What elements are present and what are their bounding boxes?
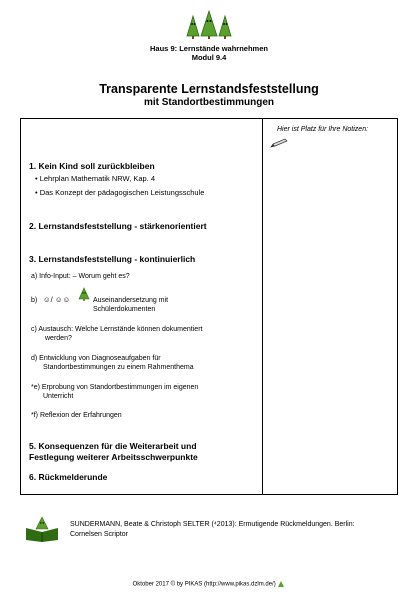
- citation: [70, 520, 400, 540]
- section-5-line-2: Festlegung weiterer Arbeitsschwerpunkte: [29, 452, 198, 462]
- section-3-heading: 3. Lernstandsfeststellung - kontinuierlich: [29, 254, 196, 264]
- pikas-logo-trees-icon: [183, 8, 235, 40]
- section-1-heading: 1. Kein Kind soll zurückbleiben: [29, 161, 155, 171]
- footer-tree-icon: [277, 580, 285, 588]
- item-f: *f) Reflexion der Erfahrungen: [31, 412, 122, 419]
- header-house: Haus 9: Lernstände wahrnehmen: [150, 44, 268, 53]
- section-6-heading: 6. Rückmelderunde: [29, 472, 108, 482]
- module-header: [0, 44, 418, 62]
- footer-text: Oktober 2017 © by PIKAS (http://www.pikas.dzlm.de/): [132, 581, 276, 588]
- agenda-box: [20, 118, 398, 495]
- item-b-line-2: Schülerdokumenten: [93, 306, 156, 313]
- citation-line-1: SUNDERMANN, Beate & Christoph SELTER (⁴2013): Ermutigende Rückmeldungen. Berlin:: [70, 521, 355, 528]
- section-5-line-1: 5. Konsequenzen für die Weiterarbeit und: [29, 441, 197, 451]
- item-c-line-1: c) Austausch: Welche Lernstände können dokumentiert: [31, 326, 203, 333]
- section-1-bullet-2: • Das Konzept der pädagogischen Leistungsschule: [35, 188, 205, 197]
- item-e-line-1: *e) Erprobung von Standortbestimmungen im eigenen: [31, 384, 199, 391]
- small-tree-icon: [77, 287, 91, 301]
- section-2-heading: 2. Lernstandsfeststellung - stärkenorientiert: [29, 221, 207, 231]
- pencil-icon: [269, 138, 289, 148]
- header-module: Modul 9.4: [191, 53, 227, 62]
- item-b-prefix: b): [31, 297, 38, 304]
- smiley-icon: ☺/ ☺☺: [43, 295, 71, 304]
- book-with-tree-icon: [24, 516, 60, 542]
- section-1-bullet-1: • Lehrplan Mathematik NRW, Kap. 4: [35, 174, 156, 183]
- item-d-line-1: d) Entwicklung von Diagnoseaufgaben für: [31, 355, 161, 362]
- citation-line-2: Cornelsen Scriptor: [70, 531, 128, 538]
- item-c-line-2: werden?: [45, 335, 72, 342]
- page-title: [0, 82, 418, 109]
- page-footer: [0, 580, 418, 588]
- title-line-2: mit Standortbestimmungen: [143, 97, 274, 108]
- item-d-line-2: Standortbestimmungen zu einem Rahmenthema: [43, 364, 194, 371]
- item-b-line-1: Auseinandersetzung mit: [93, 297, 169, 304]
- item-e-line-2: Unterricht: [43, 393, 74, 400]
- notes-label: Hier ist Platz für Ihre Notizen:: [277, 126, 369, 133]
- item-a: a) Info-Input: – Worum geht es?: [31, 273, 130, 280]
- title-line-1: Transparente Lernstandsfeststellung: [99, 82, 319, 96]
- column-divider: [262, 119, 263, 494]
